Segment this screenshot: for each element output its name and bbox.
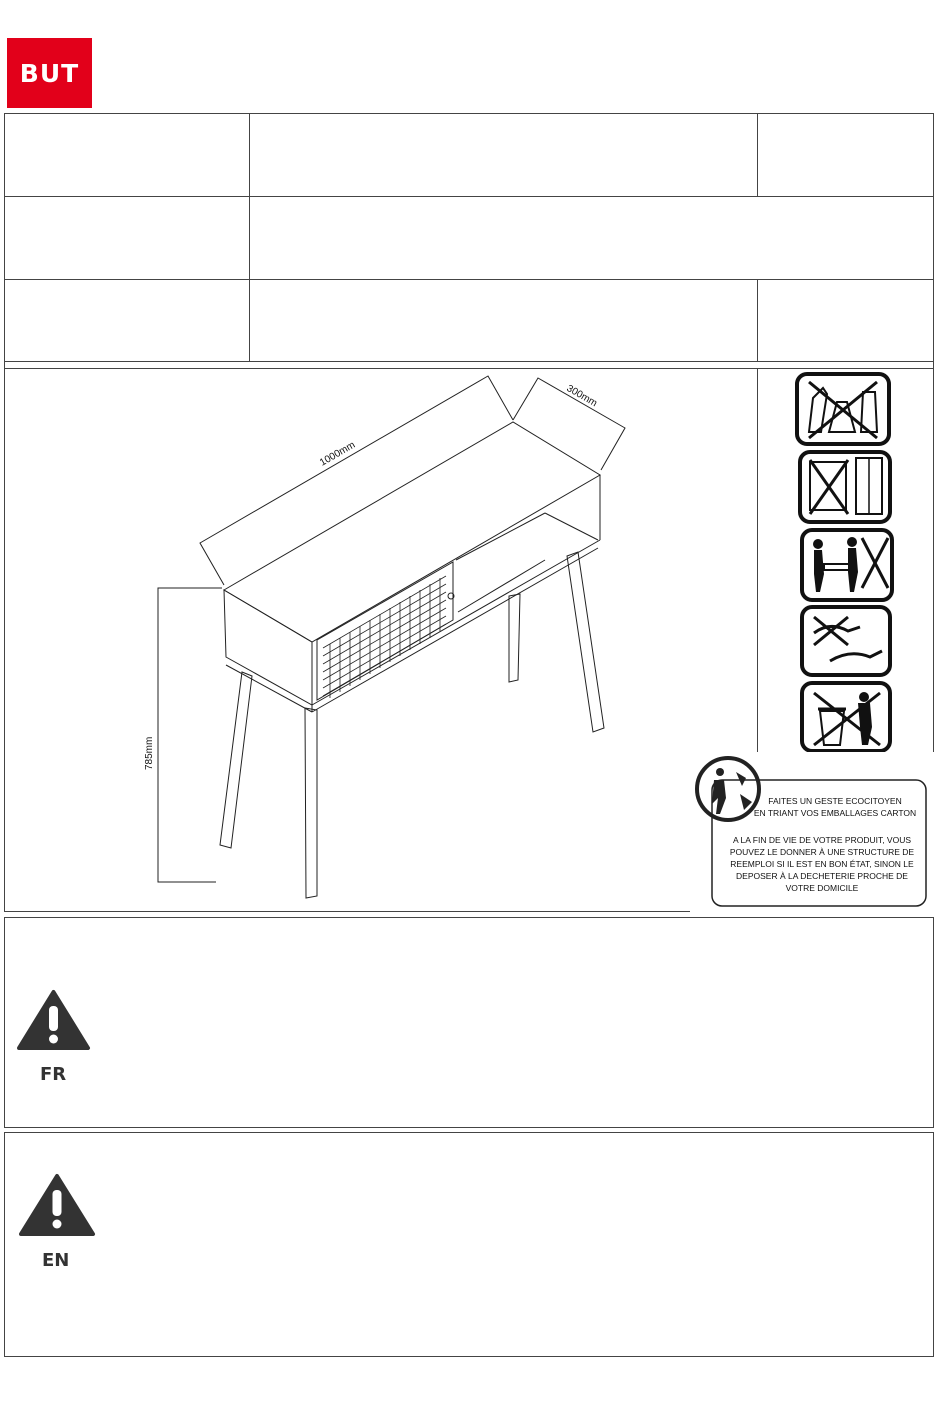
no-leaning-on-furniture-icon bbox=[798, 450, 892, 524]
eco-body-line: REEMPLOI SI IL EST EN BON ÉTAT, SINON LE bbox=[730, 859, 914, 869]
width-dimension: 1000mm bbox=[318, 439, 358, 469]
eco-body-line: DEPOSER À LA DECHETERIE PROCHE DE bbox=[736, 871, 908, 881]
eco-recycling-notice bbox=[690, 752, 935, 912]
protect-fingers-icon bbox=[800, 605, 892, 677]
brand-logo: BUT bbox=[7, 38, 92, 108]
depth-dimension: 300mm bbox=[564, 383, 599, 410]
warning-triangle-icon bbox=[16, 988, 91, 1052]
eco-headline-1: FAITES UN GESTE ECOCITOYEN bbox=[768, 796, 902, 806]
do-not-throw-in-bin-icon bbox=[800, 681, 892, 753]
height-dimension: 785mm bbox=[144, 736, 155, 770]
eco-headline-2: EN TRIANT VOS EMBALLAGES CARTON bbox=[753, 808, 917, 818]
warning-triangle-icon bbox=[18, 1172, 96, 1238]
language-label-fr: FR bbox=[40, 1064, 67, 1085]
two-person-assembly-icon bbox=[800, 528, 894, 602]
eco-body-line: POUVEZ LE DONNER À UNE STRUCTURE DE bbox=[729, 847, 915, 857]
language-label-en: EN bbox=[42, 1250, 70, 1271]
eco-body-line: VOTRE DOMICILE bbox=[785, 883, 859, 893]
eco-body-line: A LA FIN DE VIE DE VOTRE PRODUIT, VOUS bbox=[732, 835, 912, 845]
no-chemical-cleaners-icon bbox=[795, 372, 891, 446]
